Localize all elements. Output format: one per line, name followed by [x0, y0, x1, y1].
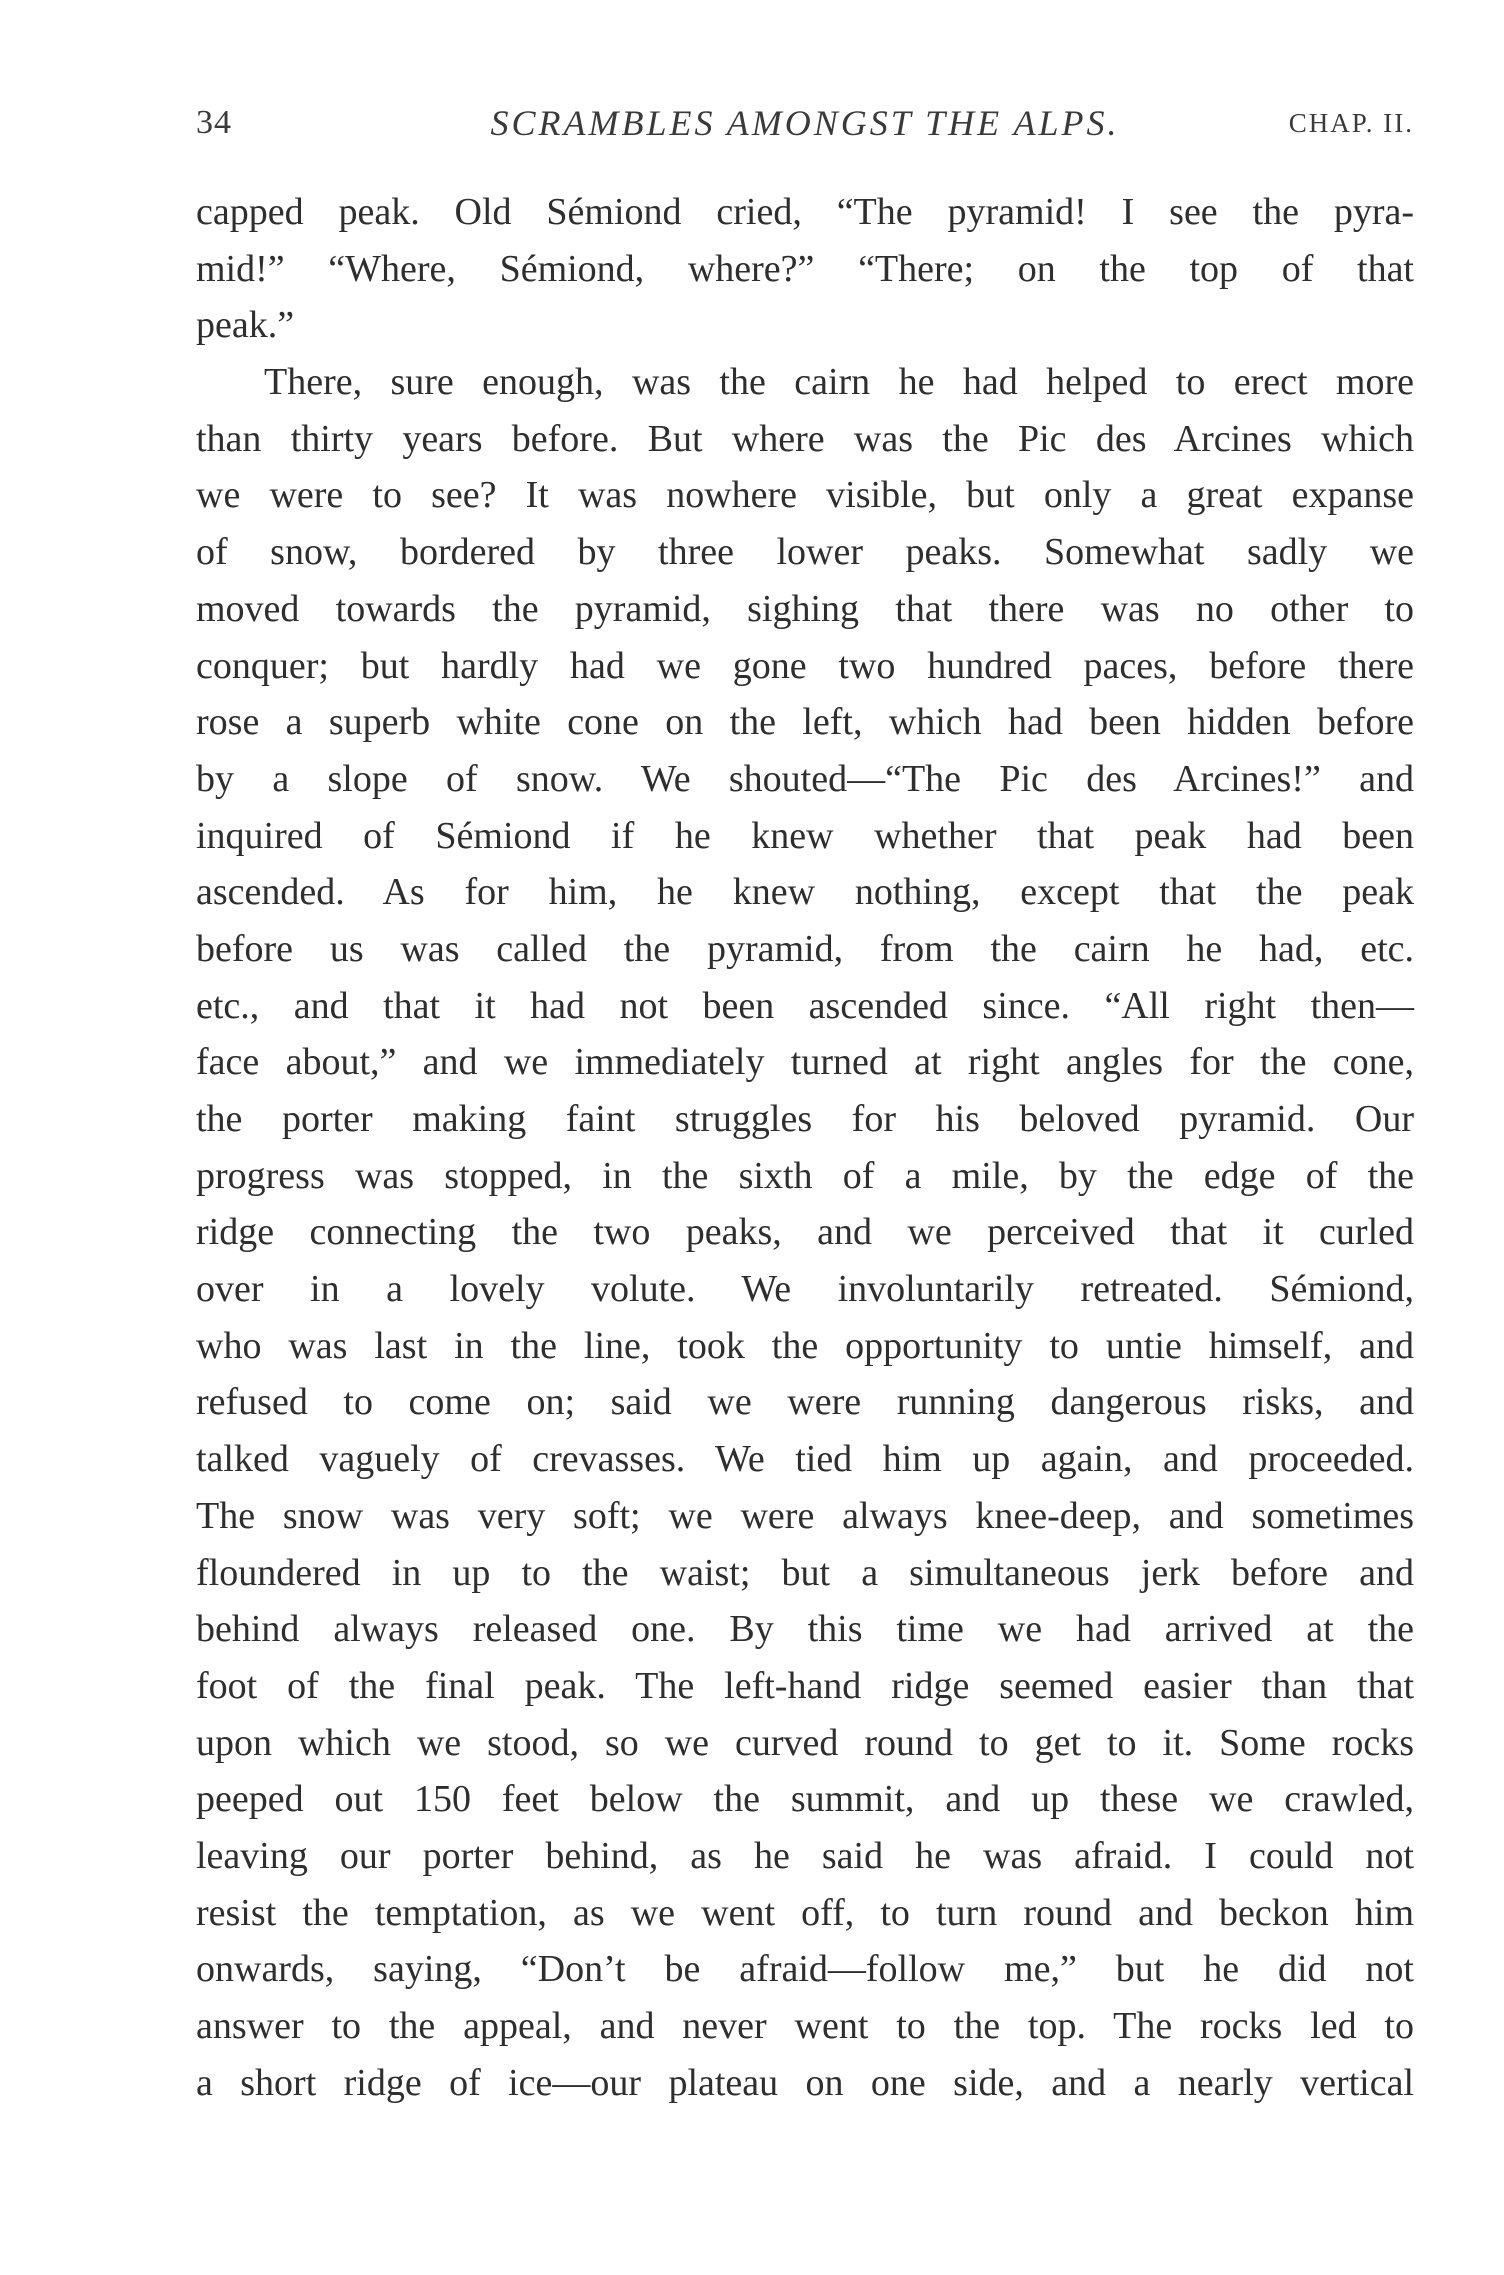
text-line: ridge connecting the two peaks, and we perceived that it curled [196, 1211, 1414, 1254]
text-line: of snow, bordered by three lower peaks. Somewhat sadly we [196, 531, 1414, 574]
text-line: who was last in the line, took the opportunity to untie himself, and [196, 1324, 1414, 1367]
text-line: by a slope of snow. We shouted—“The Pic des Arcines!” and [196, 757, 1414, 800]
body-text [196, 184, 1414, 2111]
text-line: peak.” [196, 304, 295, 347]
text-line: capped peak. Old Sémiond cried, “The pyramid! I see the pyra- [196, 191, 1414, 233]
text-line: moved towards the pyramid, sighing that there was no other to [196, 587, 1414, 630]
text-line: onwards, saying, “Don’t be afraid—follow me,” but he did not [196, 1948, 1414, 1991]
text-line: we were to see? It was nowhere visible, but only a great expanse [196, 474, 1414, 517]
text-line: the porter making faint struggles for his beloved pyramid. Our [196, 1098, 1414, 1140]
text-line: ascended. As for him, he knew nothing, except that the peak [196, 871, 1414, 914]
text-line: refused to come on; said we were running dangerous risks, and [196, 1381, 1414, 1424]
text-line: rose a superb white cone on the left, which had been hidden before [196, 701, 1414, 744]
chapter-label: CHAP. II. [1288, 108, 1414, 138]
text-line: a short ridge of ice—our plateau on one side, and a nearly vertical [196, 2061, 1414, 2104]
text-line: mid!” “Where, Sémiond, where?” “There; on the top of that [196, 247, 1414, 290]
text-line: answer to the appeal, and never went to the top. The rocks led to [196, 2005, 1414, 2047]
text-line: The snow was very soft; we were always knee-deep, and sometimes [196, 1494, 1414, 1537]
running-title: SCRAMBLES AMONGST THE ALPS. [490, 103, 1120, 143]
text-line: progress was stopped, in the sixth of a mile, by the edge of the [196, 1154, 1414, 1197]
text-line: etc., and that it had not been ascended since. “All right then— [196, 984, 1414, 1027]
text-line: peeped out 150 feet below the summit, and up these we crawled, [196, 1778, 1414, 1821]
text-line: foot of the final peak. The left-hand ridge seemed easier than that [196, 1664, 1414, 1707]
text-line: over in a lovely volute. We involuntarily retreated. Sémiond, [196, 1268, 1414, 1311]
page-number: 34 [196, 104, 232, 141]
text-line: face about,” and we immediately turned at right angles for the cone, [196, 1041, 1414, 1084]
text-line: than thirty years before. But where was the Pic des Arcines which [196, 417, 1414, 460]
page-header [196, 100, 1414, 160]
text-line: before us was called the pyramid, from the cairn he had, etc. [196, 927, 1414, 970]
text-line: leaving our porter behind, as he said he was afraid. I could not [196, 1834, 1414, 1877]
text-line: upon which we stood, so we curved round to get to it. Some rocks [196, 1721, 1414, 1764]
text-line: conquer; but hardly had we gone two hundred paces, before there [196, 644, 1414, 687]
text-line: inquired of Sémiond if he knew whether that peak had been [196, 814, 1414, 857]
text-line: talked vaguely of crevasses. We tied him up again, and proceeded. [196, 1438, 1414, 1481]
text-line: floundered in up to the waist; but a simultaneous jerk before and [196, 1551, 1414, 1594]
text-line: There, sure enough, was the cairn he had helped to erect more [264, 361, 1414, 404]
text-line: behind always released one. By this time we had arrived at the [196, 1608, 1414, 1651]
text-line: resist the temptation, as we went off, to turn round and beckon him [196, 1891, 1414, 1934]
